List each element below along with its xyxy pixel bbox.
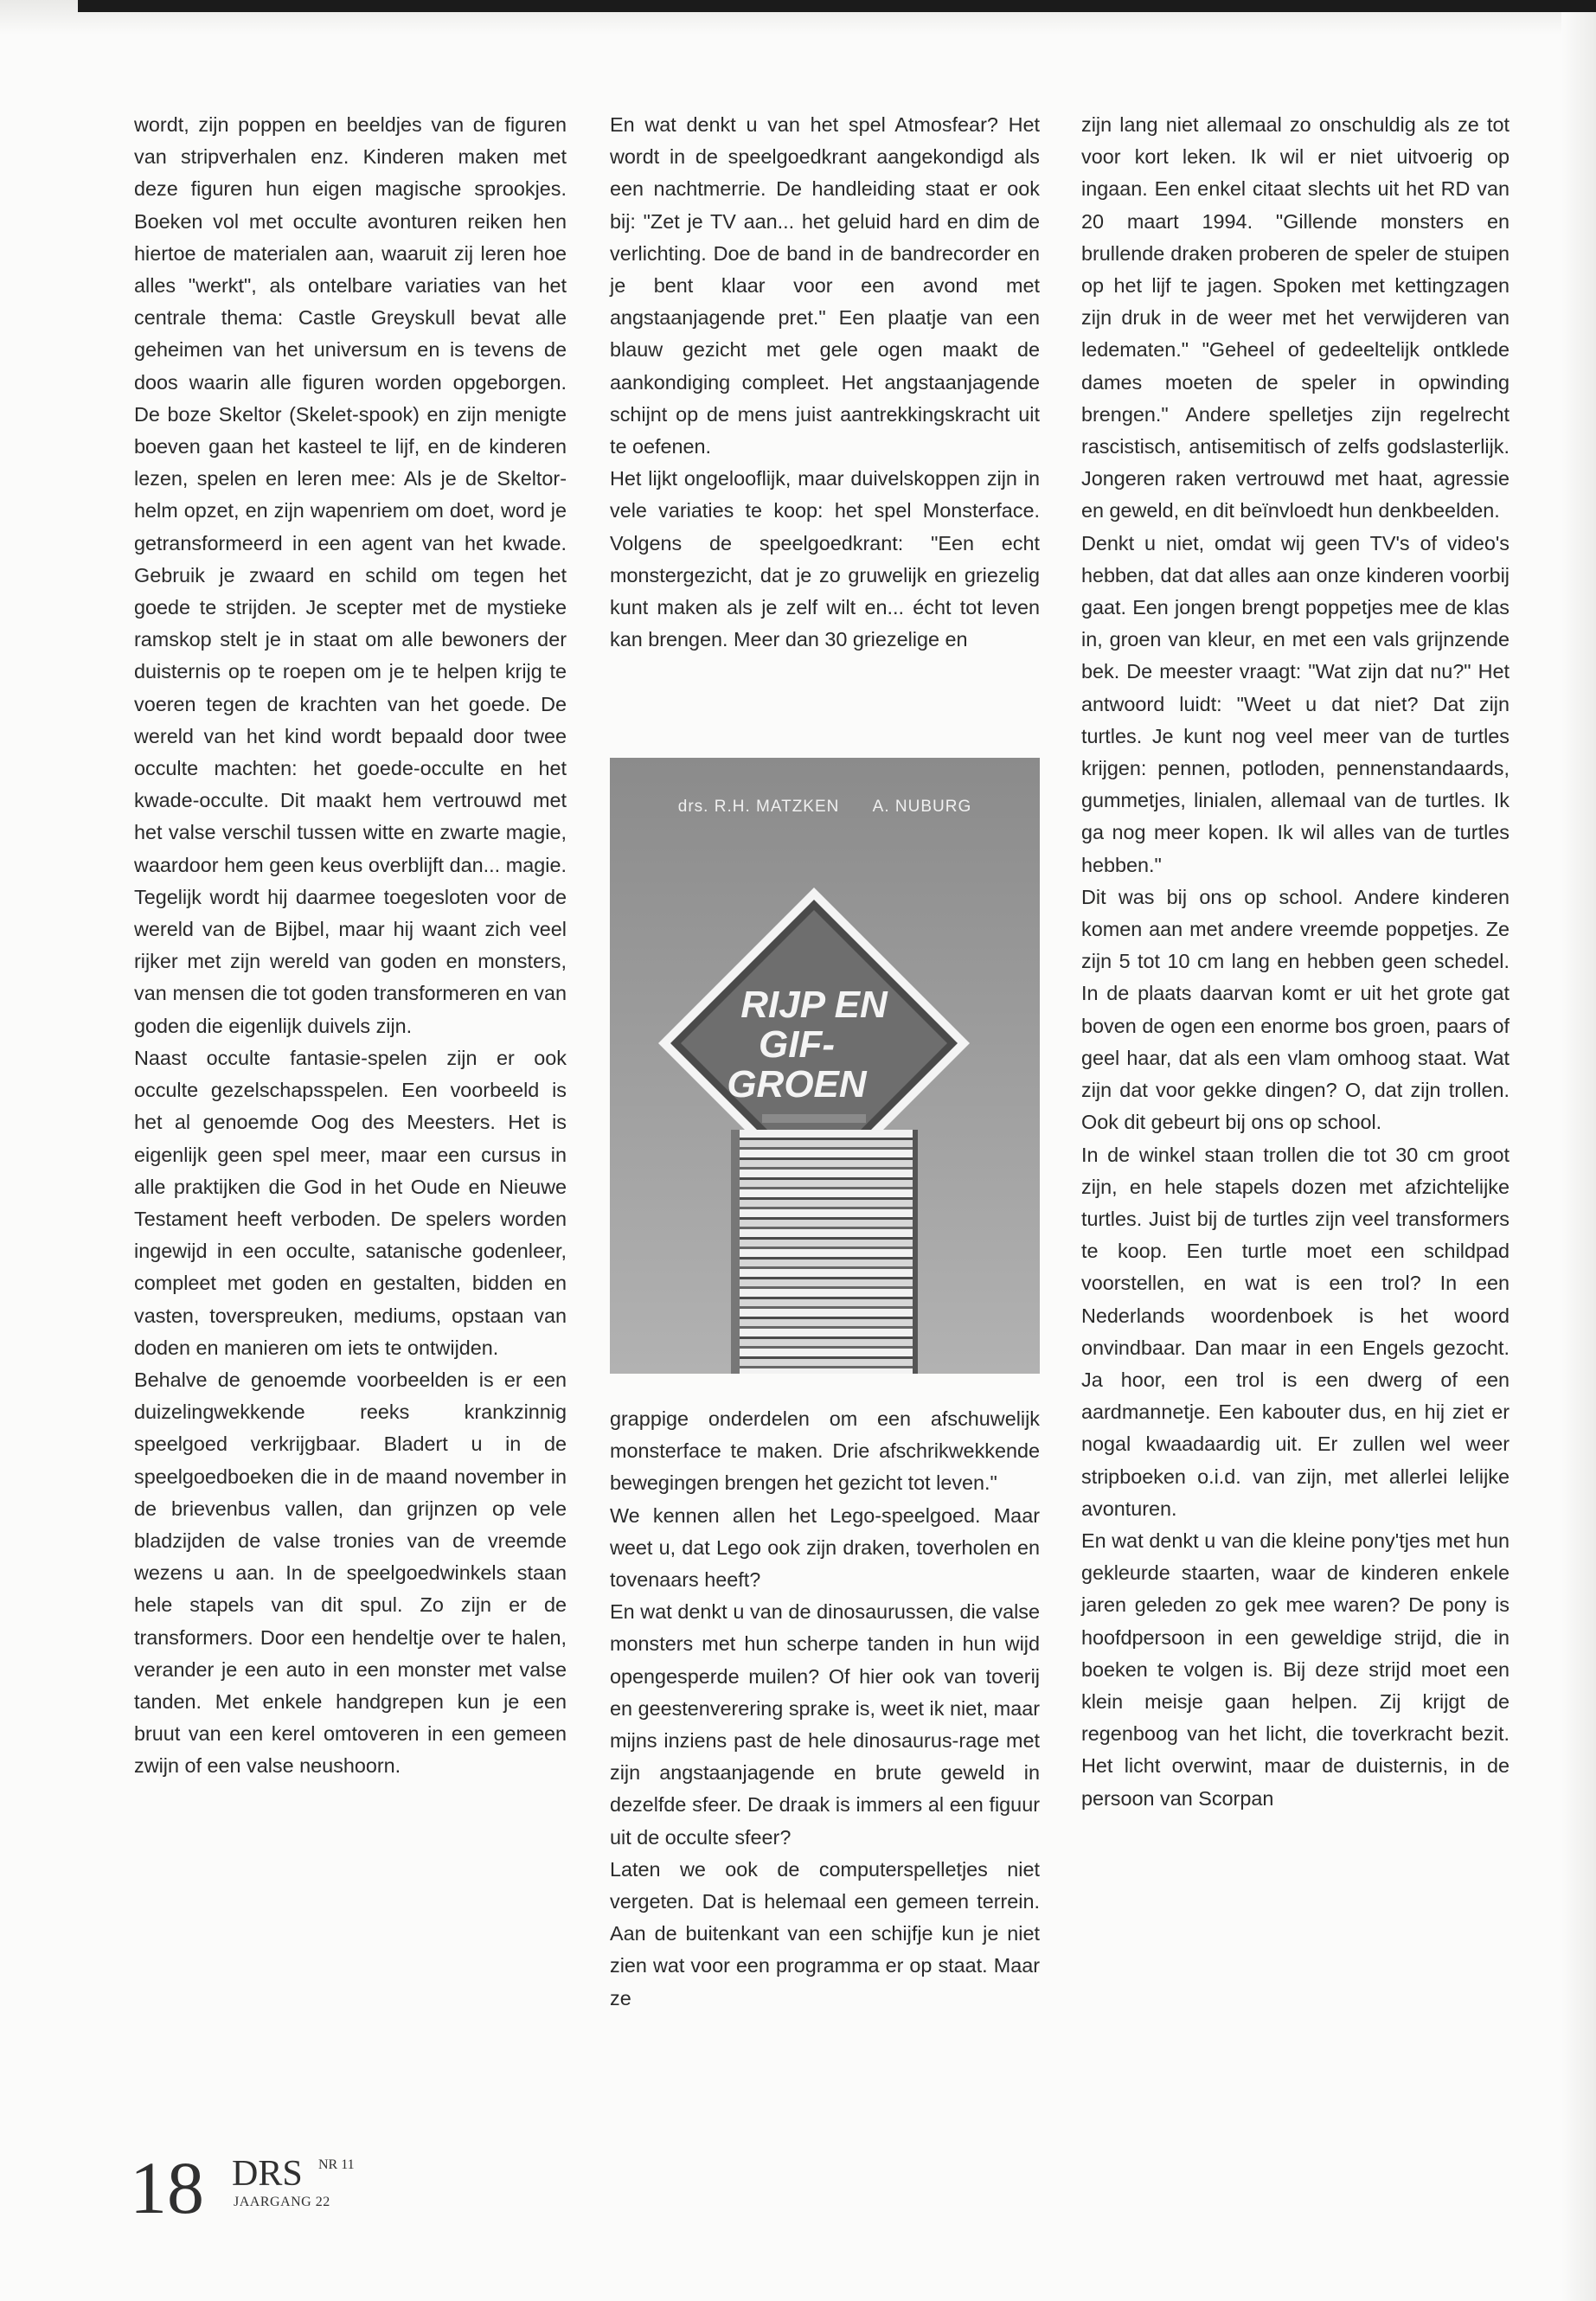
book-author-1: drs. R.H. MATZKEN bbox=[677, 798, 840, 816]
paragraph: En wat denkt u van die kleine pony'tjes met hun gekleurde staarten, waar de kinderen enkele jaren geleden zo gek mee waren? De pony is hoofdpersoon in een geweldige strijd, die in boeken te volgen is. Bij deze strijd moet een klein meisje gaan helpen. Zij krijgt de regenboog van het licht, die toverkracht bezit. Het licht overwint, maar de duisternis, in de persoon van Scorpan bbox=[1081, 1529, 1509, 1810]
book-cover-image bbox=[610, 758, 1040, 1374]
paragraph: In de winkel staan trollen die tot 30 cm groot zijn, en hele stapels dozen met afzichtelijke turtles. Juist bij de turtles zijn veel transformers te koop. Een turtle moet een schildpad voorstellen, en wat is een trol? In een Nederlands woordenboek is het woord onvindbaar. Dan maar in een Engels gezocht. Ja hoor, een trol is een dwerg of een aardmannetje. Een kabouter dus, en hij ziet er nogal kwaadaardig uit. Er zullen wel weer stripboeken o.i.d. van zijn, met allerlei lelijke avonturen. bbox=[1081, 1143, 1509, 1520]
paragraph: grappige onderdelen om een afschuwelijk monsterface te maken. Drie afschrikwekkende bewegingen brengen het gezicht tot leven." bbox=[610, 1407, 1040, 1495]
paragraph: We kennen allen het Lego-speelgoed. Maar weet u, dat Lego ook zijn draken, toverholen en tovenaars heeft? bbox=[610, 1503, 1040, 1592]
page-right-edge bbox=[1561, 12, 1596, 2301]
book-title-line-2: GIF- bbox=[759, 1023, 835, 1066]
magazine-name: DRS bbox=[232, 2154, 303, 2194]
text-column-2-top bbox=[610, 109, 1040, 656]
text-column-3 bbox=[1081, 109, 1509, 1815]
paragraph: zijn lang niet allemaal zo onschuldig als ze tot voor kort leken. Ik wil er niet uitvoerig op ingaan. Een enkel citaat slechts uit het RD van 20 maart 1994. "Gillende monsters en brullende draken proberen de speler de stuipen op het lijf te jagen. Spoken met kettingzagen zijn druk in de weer met het verwijderen van ledematen." "Geheel of gedeeltelijk ontklede dames moeten de speler in opwinding brengen." Andere spelletjes zijn regelrecht rascistisch, antisemitisch of zelfs godslasterlijk. Jongeren raken vertrouwd met haat, agressie en geweld, en dit beïnvloedt hun denkbeelden. bbox=[1081, 113, 1509, 522]
text-column-2-bottom bbox=[610, 1403, 1040, 2015]
paragraph: Dit was bij ons op school. Andere kinderen komen aan met andere vreemde poppetjes. Ze zijn 5 tot 10 cm lang en hebben geen schedel. In de plaats daarvan komt er uit het grote gat boven de ogen een enorme bos groen, paars of geel haar, dat als een vlam omhoog staat. Wat zijn dat voor gekke dingen? O, dat zijn trollen. Ook dit gebeurt bij ons op school. bbox=[1081, 885, 1509, 1134]
page-number: 18 bbox=[130, 2146, 204, 2229]
paragraph: En wat denkt u van het spel Atmosfear? Het wordt in de speelgoedkrant aangekondigd als een nachtmerrie. De handleiding staat er ook bij: "Zet je TV aan... het geluid hard en dim de verlichting. Doe de band in de bandrecorder en je bent klaar voor een avond met angstaanjagende pret." Een plaatje van een blauw gezicht met gele ogen maakt de aankondiging compleet. Het angstaanjagende schijnt op de mens juist aantrekkingskracht uit te oefenen. bbox=[610, 113, 1040, 458]
issue-number: NR 11 bbox=[318, 2157, 355, 2172]
paragraph: En wat denkt u van de dinosaurussen, die valse monsters met hun scherpe tanden in hun wijd opengesperde muilen? Of hier ook van toverij en geestenverering sprake is, weet ik niet, maar mijns inziens past de hele dinosaurus-rage met zijn angstaanjagende en brute geweld in dezelfde sfeer. De draak is immers al een figuur uit de occulte sfeer? bbox=[610, 1600, 1040, 1849]
paragraph: Denkt u niet, omdat wij geen TV's of video's hebben, dat dat alles aan onze kinderen voorbij gaat. Een jongen brengt poppetjes mee de klas in, groen van kleur, en met een vals grijnzende bek. De meester vraagt: "Wat zijn dat nu?" Het antwoord luidt: "Weet u dat niet? Dat zijn turtles. Je kunt nog veel meer van de turtles krijgen: pennen, potloden, pennenstandaards, gummetjes, linialen, allemaal van de turtles. Ik ga nog meer kopen. Ik wil alles van de turtles hebben." bbox=[1081, 531, 1509, 876]
book-author-2: A. NUBURG bbox=[872, 798, 972, 816]
paragraph: wordt, zijn poppen en beeldjes van de figuren van stripverhalen enz. Kinderen maken met deze figuren hun eigen magische sprookjes. Boeken vol met occulte avonturen reiken hen hiertoe de materialen aan, waaruit zij leren hoe alles "werkt", als ontelbare variaties van het centrale thema: Castle Greyskull bevat alle geheimen van het universum en is tevens de doos waarin alle figuren worden opgeborgen. De boze Skeltor (Skelet-spook) en zijn menigte boeven gaan het kasteel te lijf, en de kinderen lezen, spelen en leren mee: Als je de Skeltor-helm opzet, en zijn wapenriem om doet, word je getransformeerd in een agent van het kwade. Gebruik je zwaard en schild om tegen het goede te strijden. Je scepter met de mystieke ramskop stelt je in staat om alle bewoners der duisternis op te roepen om je te helpen krijg te voeren tegen de krachten van het goede. De wereld van het kind wordt bepaald door twee occulte machten: het goede-occulte en het kwade-occulte. Dit maakt hem vertrouwd met het valse verschil tussen witte en zwarte magie, waardoor hem geen keus overblijft dan... magie. Tegelijk wordt hij daarmee toegesloten voor de wereld van de Bijbel, maar hij waant zich veel rijker met zijn wereld van goden en monsters, van mensen die tot goden transformeren en van goden die eigenlijk duivels zijn. bbox=[134, 113, 567, 1037]
book-authors bbox=[610, 798, 1040, 817]
paragraph: Het lijkt ongelooflijk, maar duivelskoppen zijn in vele variaties te koop: het spel Monsterface. Volgens de speelgoedkrant: "Een echt monstergezicht, dat je zo gruwelijk en griezelig kunt maken als je zelf wilt en... écht tot leven kan brengen. Meer dan 30 griezelige en bbox=[610, 467, 1040, 651]
paragraph: Behalve de genoemde voorbeelden is er een duizelingwekkende reeks krankzinnig speelgoed verkrijgbaar. Bladert u in de speelgoedboeken die in de maand november in de brievenbus vallen, dan grijnzen op vele bladzijden de valse tronies van de vreemde wezens u aan. In de speelgoedwinkels staan hele stapels van dit spul. Zo zijn er de transformers. Door een hendeltje over te halen, verander je een auto in een monster met valse tanden. Met enkele handgrepen kun je een bruut van een kerel omtoveren in een gemeen zwijn of een valse neushoorn. bbox=[134, 1368, 567, 1778]
top-border-rule bbox=[78, 0, 1596, 12]
paragraph: Laten we ook de computerspelletjes niet vergeten. Dat is helemaal een gemeen terrein. Aan de buitenkant van een schijfje kun je niet zien wat voor een programma er op staat. Maar ze bbox=[610, 1857, 1040, 2009]
text-column-1 bbox=[134, 109, 567, 1783]
volume-label: JAARGANG 22 bbox=[234, 2195, 330, 2209]
paragraph: Naast occulte fantasie-spelen zijn er ook occulte gezelschapsspelen. Een voorbeeld is het al genoemde Oog des Meesters. Het is eigenlijk geen spel meer, maar een cursus in alle praktijken die God in het Oude en Nieuwe Testament heeft verboden. De spelers worden ingewijd in een occulte, satanische godenleer, compleet met goden en gestalten, bidden en vasten, toverspreuken, mediums, opstaan van doden en manieren om iets te ontwijden. bbox=[134, 1046, 567, 1359]
book-stack-graphic bbox=[731, 1130, 918, 1374]
book-title-line-1: RIJP EN bbox=[740, 984, 888, 1026]
book-title-line-3: GROEN bbox=[727, 1063, 867, 1106]
